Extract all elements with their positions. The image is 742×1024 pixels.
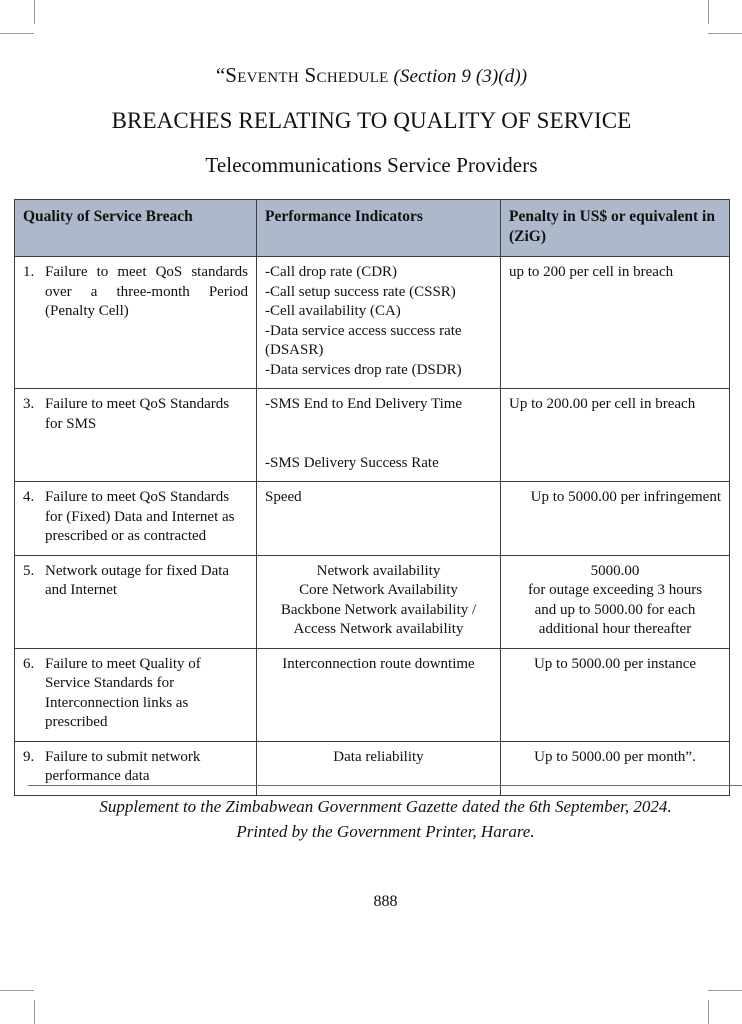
penalty-lines — [509, 263, 721, 283]
penalty-lines — [509, 488, 721, 508]
penalty-lines — [509, 395, 721, 415]
breach-number: 4. — [23, 489, 35, 505]
footer-line-1: Supplement to the Zimbabwean Government Gazette dated the 6th September, 2024. — [99, 797, 672, 816]
cell-line: Data reliability — [333, 748, 424, 765]
table-row — [15, 741, 730, 795]
cell-penalty — [501, 482, 730, 556]
cell-line: Up to 5000.00 per infringement — [530, 489, 721, 505]
indicators-lines — [265, 263, 492, 380]
cell-indicators — [257, 741, 501, 795]
page-subtitle: Telecommunications Service Providers — [205, 153, 538, 177]
cell-breach — [15, 741, 257, 795]
breach-text: Failure to meet QoS Standards for (Fixed) Data and Internet as prescribed or as contracted — [45, 489, 235, 544]
cell-line: up to 200 per cell in breach — [509, 264, 674, 280]
breach-number: 9. — [23, 748, 35, 765]
table-header-row — [15, 200, 730, 257]
table-body — [15, 257, 730, 796]
cell-indicators — [257, 482, 501, 556]
column-header-breach: Quality of Service Breach — [15, 200, 257, 257]
breach-item — [23, 748, 248, 787]
cell-line: Speed — [265, 489, 302, 505]
penalty-lines — [509, 748, 721, 768]
breach-number: 1. — [23, 264, 35, 280]
table-row — [15, 389, 730, 482]
column-header-indicators: Performance Indicators — [257, 200, 501, 257]
cell-indicators — [257, 389, 501, 482]
section-reference: (Section 9 (3)(d)) — [393, 66, 528, 87]
schedule-name: Seventh Schedule — [225, 63, 389, 87]
page-title: BREACHES RELATING TO QUALITY OF SERVICE — [111, 108, 632, 133]
breach-number: 3. — [23, 396, 35, 412]
footer-attribution — [28, 794, 742, 844]
cell-line: additional hour thereafter — [538, 621, 692, 637]
cell-line: Up to 5000.00 per instance — [533, 655, 697, 672]
cell-penalty — [501, 741, 730, 795]
breach-text: Failure to meet QoS Standards for SMS — [45, 396, 230, 432]
penalty-lines — [509, 655, 721, 675]
blank-line — [265, 434, 492, 454]
cell-line: -Call drop rate (CDR) — [265, 264, 398, 280]
breach-item — [23, 263, 248, 322]
table-row — [15, 555, 730, 648]
cell-penalty — [501, 555, 730, 648]
cell-line: Backbone Network availability / — [280, 601, 477, 618]
breach-item — [23, 395, 248, 434]
cell-breach — [15, 648, 257, 741]
indicators-lines — [265, 748, 492, 768]
indicators-lines — [265, 655, 492, 675]
cell-line: Interconnection route downtime — [282, 655, 475, 672]
cell-line: Network availability — [316, 562, 441, 579]
breach-number: 5. — [23, 562, 35, 579]
schedule-heading-line — [14, 63, 729, 89]
opening-quotation-mark: “ — [215, 63, 226, 87]
cell-line: -SMS End to End Delivery Time — [265, 396, 463, 412]
cell-breach — [15, 482, 257, 556]
cell-breach — [15, 257, 257, 389]
table-row — [15, 257, 730, 389]
cell-line: -Data services drop rate (DSDR) — [265, 361, 462, 378]
cell-indicators — [257, 648, 501, 741]
cell-line: Core Network Availability — [299, 582, 458, 598]
cell-penalty — [501, 257, 730, 389]
indicators-lines — [265, 562, 492, 640]
cell-line: -Cell availability (CA) — [265, 303, 401, 319]
breach-text: Network outage for fixed Data and Internet — [45, 562, 230, 598]
page-number: 888 — [373, 893, 398, 910]
cell-penalty — [501, 389, 730, 482]
table-header — [15, 200, 730, 257]
penalty-lines — [509, 562, 721, 640]
cell-line: for outage exceeding 3 hours — [527, 582, 703, 598]
cell-line: -Data service access success rate (DSASR) — [265, 322, 466, 358]
cell-line: Up to 5000.00 per month”. — [534, 748, 696, 765]
cell-line: 5000.00 — [590, 562, 640, 579]
blank-line — [265, 415, 492, 435]
column-header-penalty: Penalty in US$ or equivalent in (ZiG) — [501, 200, 730, 257]
breach-item — [23, 562, 248, 601]
cell-penalty — [501, 648, 730, 741]
indicators-lines — [265, 395, 492, 473]
cell-line: and up to 5000.00 for each — [534, 601, 696, 618]
breach-number: 6. — [23, 655, 35, 672]
cell-line: Up to 200.00 per cell in breach — [509, 396, 696, 412]
breach-text: Failure to meet QoS standards over a three-month Period (Penalty Cell) — [45, 264, 248, 319]
cell-line: Access Network availability — [293, 621, 464, 637]
document-page — [14, 0, 729, 1024]
cell-breach — [15, 389, 257, 482]
breach-text: Failure to submit network performance data — [45, 748, 201, 784]
cell-indicators — [257, 555, 501, 648]
breach-item — [23, 655, 248, 733]
table-row — [15, 648, 730, 741]
breach-text: Failure to meet Quality of Service Standards for Interconnection links as prescribed — [45, 655, 201, 730]
breaches-table — [14, 199, 730, 796]
cell-breach — [15, 555, 257, 648]
footer-line-2: Printed by the Government Printer, Harare. — [236, 822, 535, 841]
cell-line: -SMS Delivery Success Rate — [265, 454, 439, 471]
cell-line: -Call setup success rate (CSSR) — [265, 283, 456, 300]
footer-divider — [28, 785, 742, 786]
breach-item — [23, 488, 248, 547]
cell-indicators — [257, 257, 501, 389]
table-row — [15, 482, 730, 556]
document-heading — [14, 63, 729, 178]
indicators-lines — [265, 488, 492, 508]
